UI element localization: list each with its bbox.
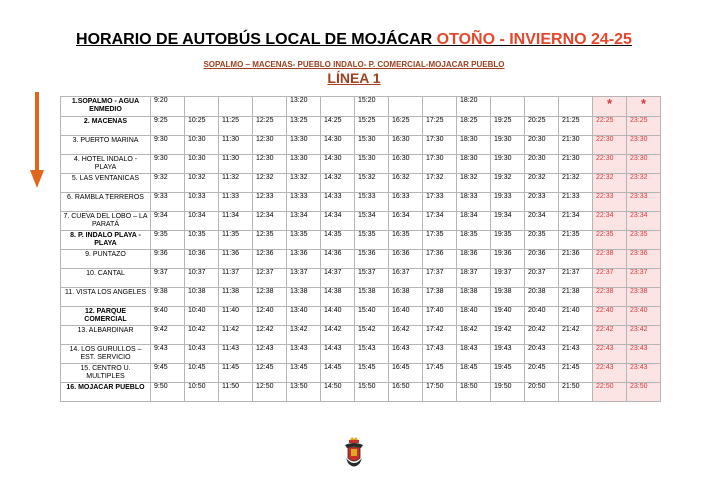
departure-time: 9:30 <box>151 136 185 155</box>
departure-time: 16:36 <box>389 250 423 269</box>
departure-time <box>185 97 219 117</box>
title-main: HORARIO DE AUTOBÚS LOCAL DE MOJÁCAR <box>76 31 437 48</box>
departure-time: 12:38 <box>253 288 287 307</box>
stop-name: 10. CANTAL <box>61 269 151 288</box>
departure-time: 10:35 <box>185 231 219 250</box>
asterisk-mark: * <box>593 97 627 117</box>
departure-time: 12:45 <box>253 364 287 383</box>
departure-time: 17:33 <box>423 193 457 212</box>
departure-time: 10:37 <box>185 269 219 288</box>
departure-time: 20:34 <box>525 212 559 231</box>
stop-name: 8. P. INDALO PLAYA - PLAYA <box>61 231 151 250</box>
departure-time: 15:42 <box>355 326 389 345</box>
departure-time: 11:32 <box>219 174 253 193</box>
departure-time: 20:30 <box>525 155 559 174</box>
departure-time: 21:32 <box>559 174 593 193</box>
departure-time: 20:30 <box>525 136 559 155</box>
departure-time: 16:45 <box>389 364 423 383</box>
departure-time: 11:38 <box>219 288 253 307</box>
departure-time: 10:43 <box>185 345 219 364</box>
departure-time: 12:34 <box>253 212 287 231</box>
departure-time: 22:42 <box>593 326 627 345</box>
table-row <box>61 174 661 193</box>
departure-time: 23:35 <box>627 231 661 250</box>
departure-time: 13:36 <box>287 250 321 269</box>
departure-time: 21:42 <box>559 326 593 345</box>
stop-name: 2. MACENAS <box>61 117 151 136</box>
stop-name: 16. MOJACAR PUEBLO <box>61 383 151 402</box>
departure-time: 20:35 <box>525 231 559 250</box>
departure-time <box>525 97 559 117</box>
departure-time: 13:30 <box>287 155 321 174</box>
departure-time: 18:43 <box>457 345 491 364</box>
departure-time: 20:43 <box>525 345 559 364</box>
departure-time: 22:38 <box>593 288 627 307</box>
departure-time: 16:25 <box>389 117 423 136</box>
departure-time: 21:38 <box>559 288 593 307</box>
asterisk-mark: * <box>627 97 661 117</box>
departure-time: 11:42 <box>219 326 253 345</box>
departure-time: 9:42 <box>151 326 185 345</box>
departure-time: 11:34 <box>219 212 253 231</box>
departure-time: 15:35 <box>355 231 389 250</box>
departure-time: 19:45 <box>491 364 525 383</box>
departure-time: 15:30 <box>355 136 389 155</box>
departure-time: 10:32 <box>185 174 219 193</box>
departure-time: 14:45 <box>321 364 355 383</box>
route-description: SOPALMO – MACENAS- PUEBLO INDALO- P. COMERCIAL-MOJACAR PUEBLO <box>203 60 505 69</box>
departure-time: 21:36 <box>559 250 593 269</box>
table-row <box>61 250 661 269</box>
departure-time: 21:25 <box>559 117 593 136</box>
stop-name: 9. PUNTAZO <box>61 250 151 269</box>
stop-name: 14. LOS GURULLOS – EST. SERVICIO <box>61 345 151 364</box>
departure-time: 15:32 <box>355 174 389 193</box>
table-row <box>61 212 661 231</box>
departure-time: 23:34 <box>627 212 661 231</box>
departure-time: 22:35 <box>593 231 627 250</box>
departure-time: 23:43 <box>627 364 661 383</box>
departure-time: 19:25 <box>491 117 525 136</box>
page-title <box>0 31 708 49</box>
departure-time: 11:43 <box>219 345 253 364</box>
departure-time: 14:35 <box>321 231 355 250</box>
coat-of-arms-icon <box>342 436 366 470</box>
departure-time: 23:38 <box>627 288 661 307</box>
departure-time: 11:37 <box>219 269 253 288</box>
departure-time: 13:43 <box>287 345 321 364</box>
departure-time: 17:30 <box>423 155 457 174</box>
departure-time: 20:33 <box>525 193 559 212</box>
departure-time: 23:32 <box>627 174 661 193</box>
departure-time: 16:37 <box>389 269 423 288</box>
departure-time: 19:30 <box>491 155 525 174</box>
stop-name: 15. CENTRO U. MULTIPLES <box>61 364 151 383</box>
departure-time: 21:45 <box>559 364 593 383</box>
departure-time: 18:30 <box>457 136 491 155</box>
departure-time: 12:36 <box>253 250 287 269</box>
stop-name: 11. VISTA LOS ANGELES <box>61 288 151 307</box>
line-label: LÍNEA 1 <box>327 70 381 86</box>
departure-time: 12:50 <box>253 383 287 402</box>
departure-time: 15:25 <box>355 117 389 136</box>
departure-time: 16:35 <box>389 231 423 250</box>
departure-time: 13:45 <box>287 364 321 383</box>
departure-time: 19:34 <box>491 212 525 231</box>
departure-time: 18:37 <box>457 269 491 288</box>
departure-time: 9:37 <box>151 269 185 288</box>
table-row <box>61 345 661 364</box>
departure-time: 9:32 <box>151 174 185 193</box>
departure-time: 19:33 <box>491 193 525 212</box>
stop-name: 6. RAMBLA TERREROS <box>61 193 151 212</box>
departure-time: 14:38 <box>321 288 355 307</box>
departure-time: 17:43 <box>423 345 457 364</box>
departure-time: 10:30 <box>185 155 219 174</box>
departure-time: 21:37 <box>559 269 593 288</box>
departure-time: 20:37 <box>525 269 559 288</box>
departure-time: 17:32 <box>423 174 457 193</box>
table-row <box>61 117 661 136</box>
departure-time: 19:30 <box>491 136 525 155</box>
departure-time: 19:40 <box>491 307 525 326</box>
departure-time: 18:34 <box>457 212 491 231</box>
departure-time: 10:33 <box>185 193 219 212</box>
departure-time: 17:40 <box>423 307 457 326</box>
departure-time: 17:35 <box>423 231 457 250</box>
table-row <box>61 364 661 383</box>
departure-time: 10:36 <box>185 250 219 269</box>
departure-time: 14:37 <box>321 269 355 288</box>
departure-time: 18:30 <box>457 155 491 174</box>
departure-time: 16:40 <box>389 307 423 326</box>
departure-time: 11:40 <box>219 307 253 326</box>
departure-time: 21:33 <box>559 193 593 212</box>
departure-time: 18:35 <box>457 231 491 250</box>
departure-time: 18:38 <box>457 288 491 307</box>
departure-time: 19:36 <box>491 250 525 269</box>
departure-time: 9:50 <box>151 383 185 402</box>
down-arrow-icon <box>30 92 44 188</box>
departure-time: 15:34 <box>355 212 389 231</box>
departure-time: 10:42 <box>185 326 219 345</box>
departure-time <box>253 97 287 117</box>
departure-time: 9:40 <box>151 307 185 326</box>
departure-time: 13:38 <box>287 288 321 307</box>
departure-time: 9:38 <box>151 288 185 307</box>
departure-time: 18:36 <box>457 250 491 269</box>
departure-time: 16:30 <box>389 136 423 155</box>
departure-time: 15:36 <box>355 250 389 269</box>
stop-name: 4. HOTEL INDALO - PLAYA <box>61 155 151 174</box>
departure-time: 16:50 <box>389 383 423 402</box>
departure-time: 17:38 <box>423 288 457 307</box>
departure-time: 10:50 <box>185 383 219 402</box>
stop-name: 3. PUERTO MARINA <box>61 136 151 155</box>
departure-time: 9:35 <box>151 231 185 250</box>
departure-time: 17:45 <box>423 364 457 383</box>
departure-time: 9:45 <box>151 364 185 383</box>
departure-time: 13:20 <box>287 97 321 117</box>
departure-time: 23:30 <box>627 155 661 174</box>
departure-time: 14:32 <box>321 174 355 193</box>
departure-time: 11:50 <box>219 383 253 402</box>
departure-time: 22:43 <box>593 345 627 364</box>
departure-time: 19:38 <box>491 288 525 307</box>
departure-time: 11:45 <box>219 364 253 383</box>
departure-time: 22:33 <box>593 193 627 212</box>
departure-time: 17:42 <box>423 326 457 345</box>
departure-time: 23:43 <box>627 345 661 364</box>
departure-time: 14:30 <box>321 155 355 174</box>
departure-time: 14:42 <box>321 326 355 345</box>
departure-time: 23:30 <box>627 136 661 155</box>
departure-time: 12:33 <box>253 193 287 212</box>
departure-time: 21:30 <box>559 155 593 174</box>
departure-time: 13:37 <box>287 269 321 288</box>
departure-time: 14:50 <box>321 383 355 402</box>
departure-time: 13:40 <box>287 307 321 326</box>
table-row <box>61 307 661 326</box>
departure-time: 21:40 <box>559 307 593 326</box>
departure-time <box>219 97 253 117</box>
departure-time: 16:30 <box>389 155 423 174</box>
departure-time: 19:43 <box>491 345 525 364</box>
departure-time: 9:20 <box>151 97 185 117</box>
departure-time: 15:43 <box>355 345 389 364</box>
departure-time: 20:42 <box>525 326 559 345</box>
departure-time: 13:50 <box>287 383 321 402</box>
departure-time: 16:32 <box>389 174 423 193</box>
departure-time <box>389 97 423 117</box>
departure-time: 14:34 <box>321 212 355 231</box>
departure-time: 19:50 <box>491 383 525 402</box>
departure-time: 23:36 <box>627 250 661 269</box>
departure-time: 14:30 <box>321 136 355 155</box>
departure-time: 21:34 <box>559 212 593 231</box>
departure-time: 9:36 <box>151 250 185 269</box>
departure-time: 22:43 <box>593 364 627 383</box>
departure-time: 21:43 <box>559 345 593 364</box>
departure-time: 22:50 <box>593 383 627 402</box>
departure-time: 10:25 <box>185 117 219 136</box>
departure-time: 21:30 <box>559 136 593 155</box>
table-row <box>61 193 661 212</box>
departure-time: 20:40 <box>525 307 559 326</box>
departure-time: 22:32 <box>593 174 627 193</box>
departure-time: 23:42 <box>627 326 661 345</box>
departure-time: 10:34 <box>185 212 219 231</box>
departure-time: 13:25 <box>287 117 321 136</box>
departure-time: 19:35 <box>491 231 525 250</box>
departure-time: 16:33 <box>389 193 423 212</box>
departure-time: 10:40 <box>185 307 219 326</box>
schedule-table <box>60 96 661 402</box>
departure-time: 18:45 <box>457 364 491 383</box>
departure-time: 14:33 <box>321 193 355 212</box>
departure-time: 9:25 <box>151 117 185 136</box>
departure-time: 12:35 <box>253 231 287 250</box>
table-row <box>61 97 661 117</box>
departure-time: 14:25 <box>321 117 355 136</box>
table-row <box>61 136 661 155</box>
departure-time: 20:38 <box>525 288 559 307</box>
stop-name: 12. PARQUE COMERCIAL <box>61 307 151 326</box>
stop-name: 5. LAS VENTANICAS <box>61 174 151 193</box>
departure-time: 15:40 <box>355 307 389 326</box>
departure-time: 20:50 <box>525 383 559 402</box>
departure-time: 16:34 <box>389 212 423 231</box>
departure-time: 15:20 <box>355 97 389 117</box>
departure-time: 16:38 <box>389 288 423 307</box>
departure-time: 12:37 <box>253 269 287 288</box>
table-row <box>61 326 661 345</box>
departure-time: 22:40 <box>593 307 627 326</box>
stop-name: 13. ALBARDINAR <box>61 326 151 345</box>
stop-name: 7. CUEVA DEL LOBO – LA PARATÁ <box>61 212 151 231</box>
departure-time: 18:20 <box>457 97 491 117</box>
departure-time: 18:33 <box>457 193 491 212</box>
departure-time: 16:43 <box>389 345 423 364</box>
departure-time: 22:34 <box>593 212 627 231</box>
departure-time: 18:42 <box>457 326 491 345</box>
departure-time: 22:30 <box>593 155 627 174</box>
departure-time: 9:33 <box>151 193 185 212</box>
departure-time: 14:40 <box>321 307 355 326</box>
departure-time: 19:42 <box>491 326 525 345</box>
departure-time: 21:35 <box>559 231 593 250</box>
departure-time: 13:42 <box>287 326 321 345</box>
departure-time <box>491 97 525 117</box>
departure-time: 15:50 <box>355 383 389 402</box>
departure-time: 9:43 <box>151 345 185 364</box>
departure-time: 22:25 <box>593 117 627 136</box>
departure-time: 12:30 <box>253 136 287 155</box>
table-row <box>61 269 661 288</box>
departure-time: 21:50 <box>559 383 593 402</box>
departure-time: 13:32 <box>287 174 321 193</box>
departure-time: 10:45 <box>185 364 219 383</box>
departure-time: 12:40 <box>253 307 287 326</box>
table-row <box>61 383 661 402</box>
table-row <box>61 231 661 250</box>
departure-time: 11:35 <box>219 231 253 250</box>
stop-name: 1.SOPALMO - AGUA ENMEDIO <box>61 97 151 117</box>
departure-time: 12:25 <box>253 117 287 136</box>
departure-time: 12:30 <box>253 155 287 174</box>
departure-time: 19:32 <box>491 174 525 193</box>
departure-time: 12:32 <box>253 174 287 193</box>
departure-time: 22:37 <box>593 269 627 288</box>
departure-time: 15:37 <box>355 269 389 288</box>
departure-time: 20:25 <box>525 117 559 136</box>
departure-time: 18:32 <box>457 174 491 193</box>
departure-time: 14:36 <box>321 250 355 269</box>
departure-time: 18:40 <box>457 307 491 326</box>
departure-time: 22:38 <box>593 250 627 269</box>
departure-time: 13:33 <box>287 193 321 212</box>
departure-time: 15:38 <box>355 288 389 307</box>
title-season: OTOÑO - INVIERNO 24-25 <box>436 31 632 48</box>
departure-time <box>321 97 355 117</box>
departure-time: 9:30 <box>151 155 185 174</box>
departure-time: 11:30 <box>219 136 253 155</box>
departure-time: 11:30 <box>219 155 253 174</box>
departure-time: 20:32 <box>525 174 559 193</box>
table-row <box>61 155 661 174</box>
departure-time <box>559 97 593 117</box>
departure-time: 13:30 <box>287 136 321 155</box>
departure-time: 20:45 <box>525 364 559 383</box>
departure-time: 11:36 <box>219 250 253 269</box>
departure-time: 17:25 <box>423 117 457 136</box>
departure-time: 19:37 <box>491 269 525 288</box>
departure-time: 14:43 <box>321 345 355 364</box>
departure-time: 9:34 <box>151 212 185 231</box>
departure-time: 12:43 <box>253 345 287 364</box>
departure-time: 20:36 <box>525 250 559 269</box>
departure-time: 15:30 <box>355 155 389 174</box>
departure-time: 10:30 <box>185 136 219 155</box>
departure-time: 23:33 <box>627 193 661 212</box>
table-row <box>61 288 661 307</box>
departure-time: 11:25 <box>219 117 253 136</box>
departure-time: 17:50 <box>423 383 457 402</box>
departure-time: 13:35 <box>287 231 321 250</box>
departure-time <box>423 97 457 117</box>
departure-time: 12:42 <box>253 326 287 345</box>
departure-time: 22:30 <box>593 136 627 155</box>
departure-time: 18:50 <box>457 383 491 402</box>
departure-time: 11:33 <box>219 193 253 212</box>
departure-time: 18:25 <box>457 117 491 136</box>
departure-time: 15:33 <box>355 193 389 212</box>
departure-time: 23:40 <box>627 307 661 326</box>
departure-time: 17:34 <box>423 212 457 231</box>
departure-time: 23:25 <box>627 117 661 136</box>
departure-time: 17:36 <box>423 250 457 269</box>
departure-time: 17:30 <box>423 136 457 155</box>
departure-time: 23:37 <box>627 269 661 288</box>
departure-time: 23:50 <box>627 383 661 402</box>
departure-time: 13:34 <box>287 212 321 231</box>
departure-time: 15:45 <box>355 364 389 383</box>
departure-time: 16:42 <box>389 326 423 345</box>
departure-time: 10:38 <box>185 288 219 307</box>
departure-time: 17:37 <box>423 269 457 288</box>
